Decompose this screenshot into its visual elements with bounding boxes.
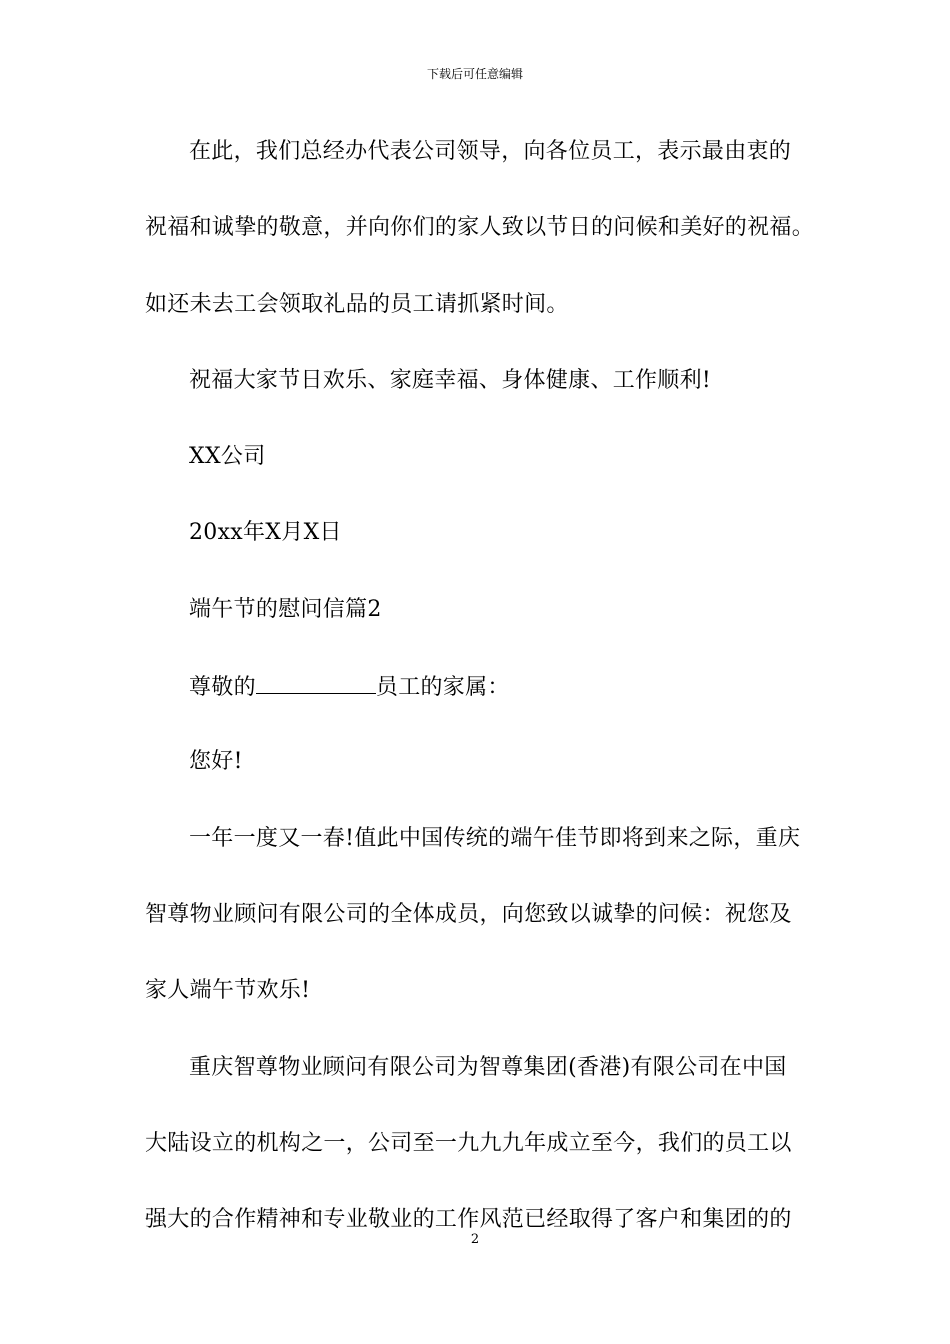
paragraph-line: 强大的合作精神和专业敬业的工作风范已经取得了客户和集团的的 — [145, 1207, 792, 1233]
document-body — [145, 131, 815, 1275]
greeting: 您好! — [189, 749, 243, 775]
company-signature: XX公司 — [189, 444, 266, 470]
salutation — [145, 665, 810, 741]
paragraph-line: 智尊物业顾问有限公司的全体成员，向您致以诚挚的问候：祝您及 — [145, 901, 792, 927]
paragraph-line: 一年一度又一春!值此中国传统的端午佳节即将到来之际，重庆 — [189, 825, 801, 851]
section-title: 端午节的慰问信篇2 — [189, 596, 382, 622]
salutation-prefix: 尊敬的 — [189, 675, 256, 701]
paragraph-line: 如还未去工会领取礼品的员工请抓紧时间。 — [145, 291, 569, 317]
salutation-suffix: 员工的家属： — [375, 675, 510, 701]
wishes-line: 祝福大家节日欢乐、家庭幸福、身体健康、工作顺利! — [189, 367, 712, 393]
paragraph-line: 祝福和诚挚的敬意，并向你们的家人致以节日的问候和美好的祝福。 — [145, 215, 815, 241]
paragraph-line: 在此，我们总经办代表公司领导，向各位员工，表示最由衷的 — [189, 139, 792, 164]
fill-in-blank — [256, 665, 376, 694]
paragraph-line: 重庆智尊物业顾问有限公司为智尊集团(香港)有限公司在中国 — [189, 1054, 787, 1080]
letter-date: 20xx年X月X日 — [189, 520, 342, 546]
paragraph-line: 大陆设立的机构之一，公司至一九九九年成立至今，我们的员工以 — [145, 1130, 792, 1156]
page-header: 下载后可任意编辑 — [426, 67, 523, 81]
paragraph-line: 家人端午节欢乐! — [145, 978, 311, 1004]
page-number: 2 — [470, 1232, 480, 1247]
